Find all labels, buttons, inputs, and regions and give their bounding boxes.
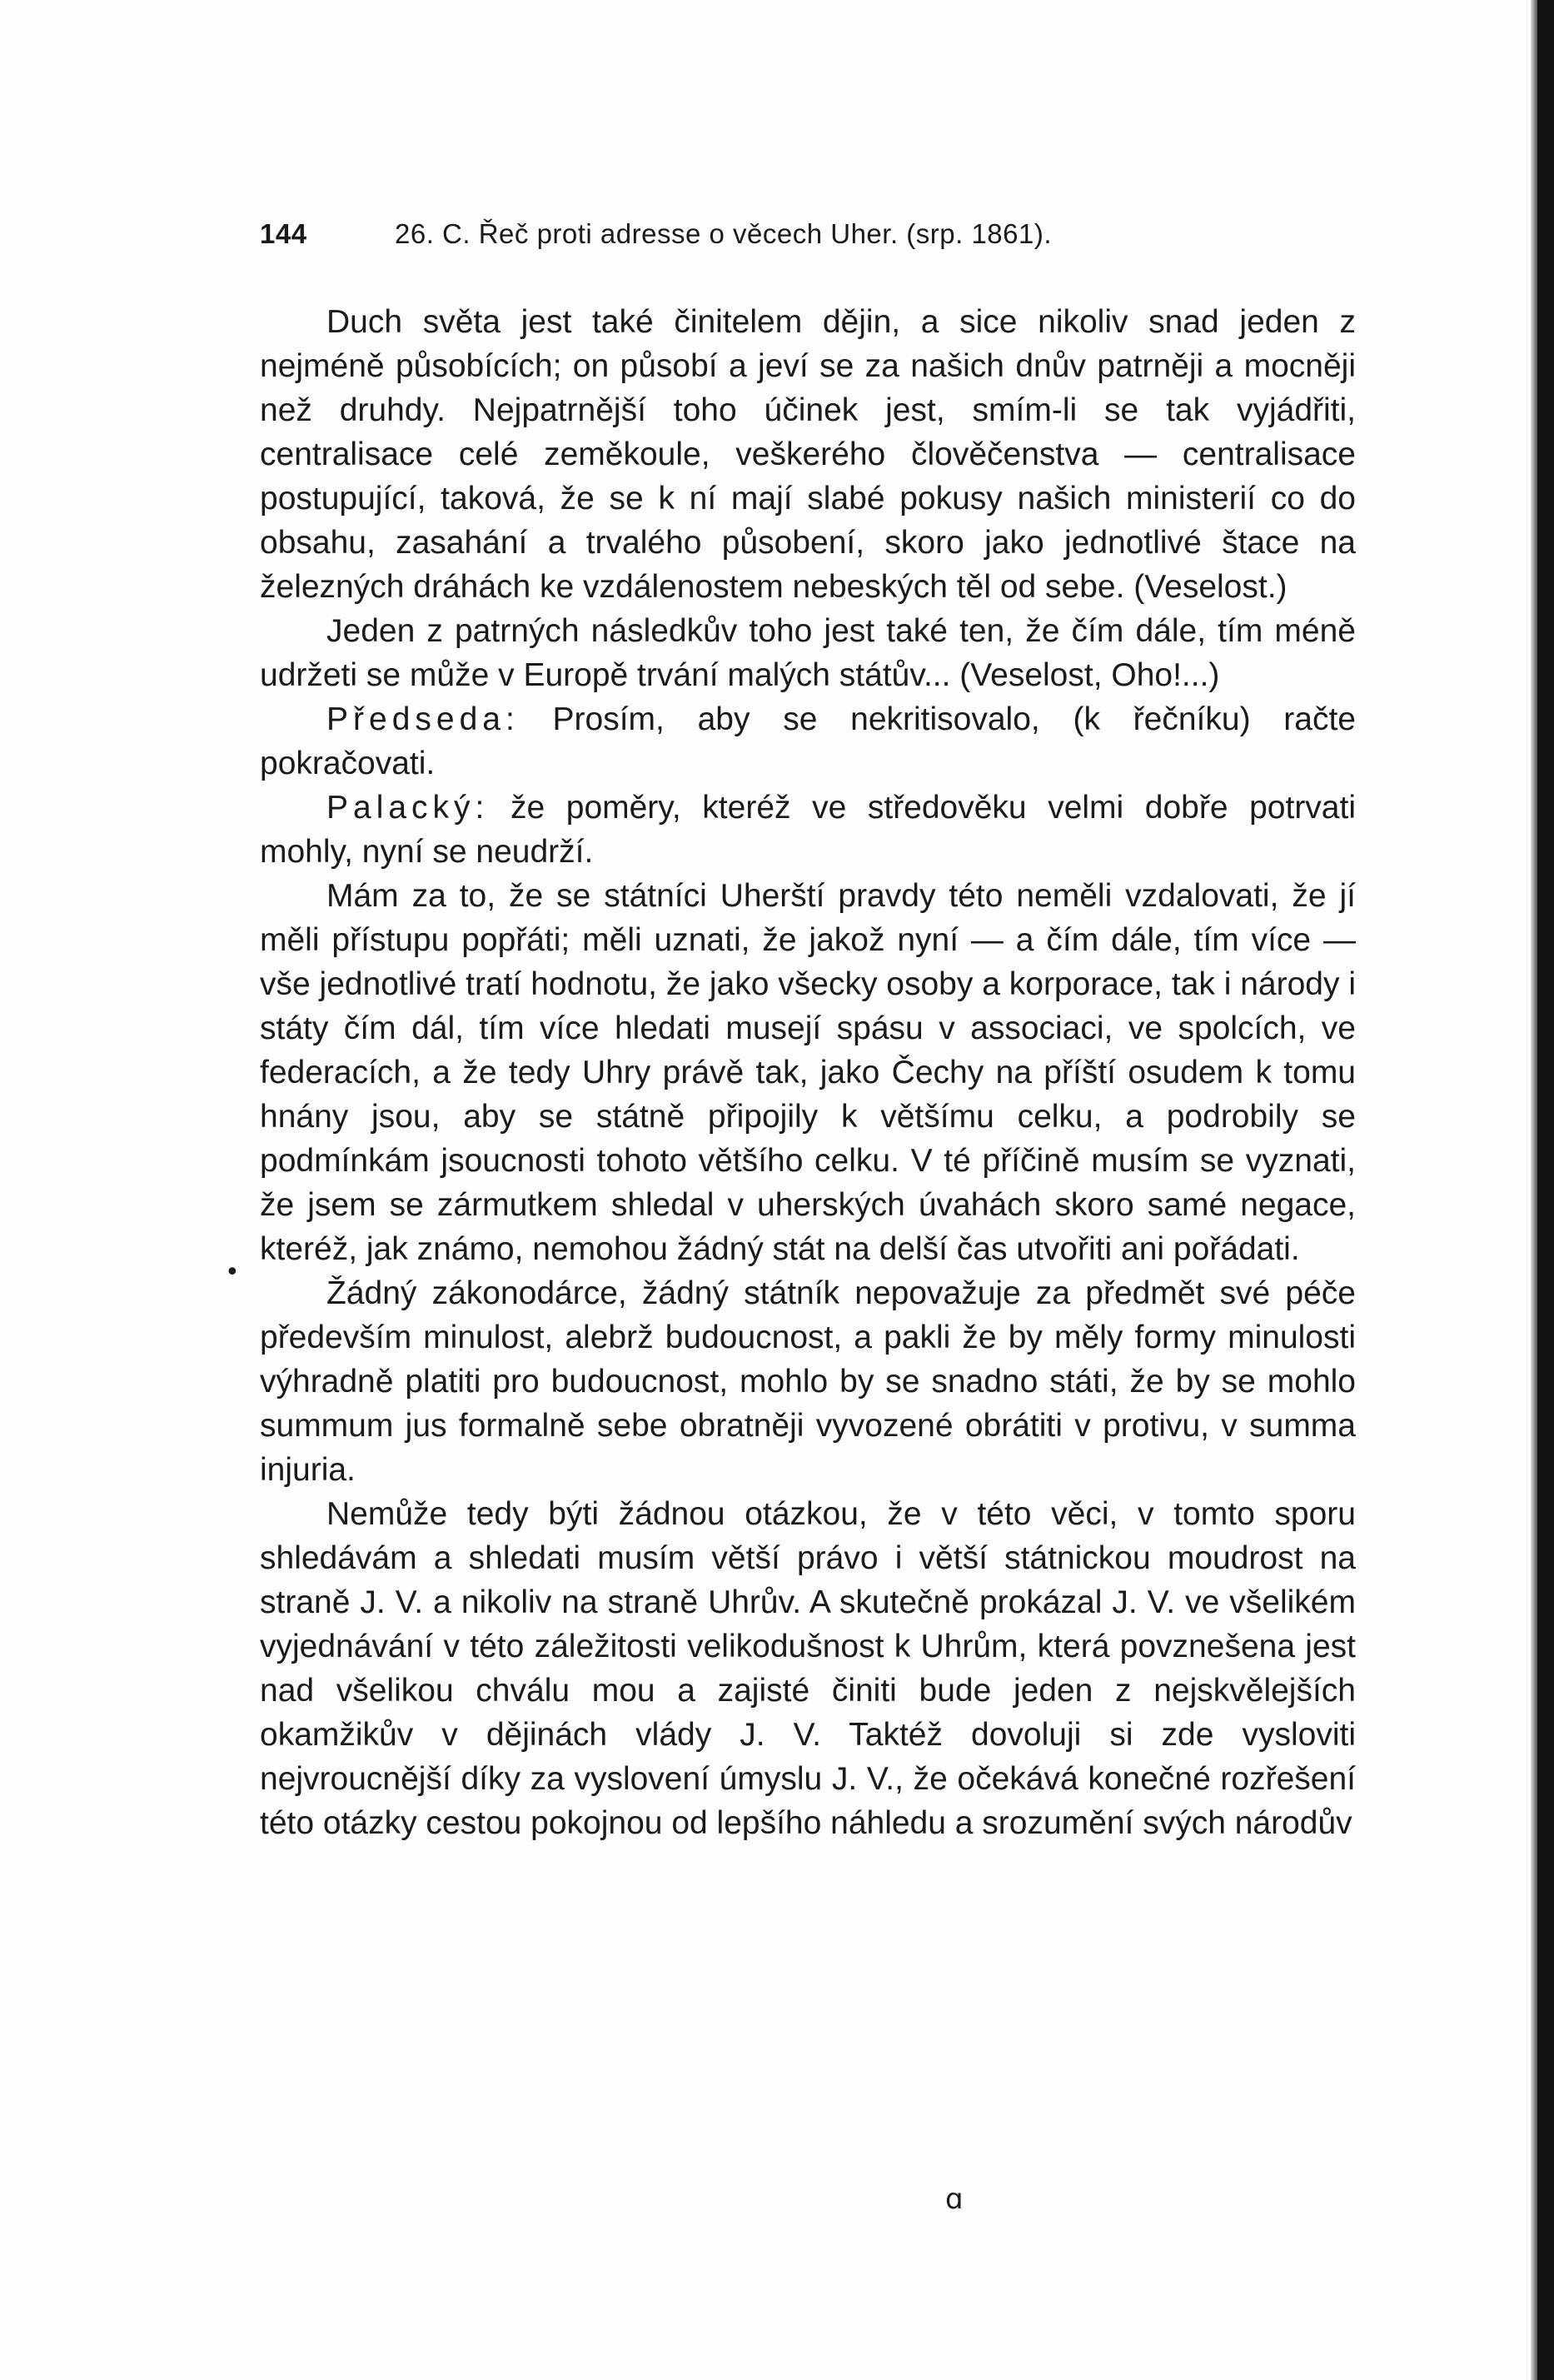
speaker-name: Předseda: xyxy=(326,701,520,737)
bottom-mark: ɑ xyxy=(945,2183,964,2216)
paragraph: Jeden z patrných následkův toho jest také ten, že čím dále, tím méně udržeti se může v Europě trvání malých státův... (Veselost, Oho!...) xyxy=(260,613,1356,693)
body-text xyxy=(260,300,1356,1845)
page-edge-border xyxy=(1537,0,1554,2380)
paragraph: Předseda: Prosím, aby se nekritisovalo, (k řečníku) račte pokračovati. xyxy=(260,701,1356,781)
paragraph: Nemůže tedy býti žádnou otázkou, že v této věci, v tomto sporu shledávám a shledati musím větší právo i větší státnickou moudrost na straně J. V. a nikoliv na straně Uhrův. A skutečně prokázal J. V. ve všelikém vyjednávání v této záležitosti velikodušnost k Uhrům, která povznešena jest nad všelikou chválu mou a zajisté činiti bude jeden z nejskvělejších okamžikův v dějinách vlády J. V. Taktéž dovoluji si zde vysloviti nejvroucnější díky za vyslovení úmyslu J. V., že očekává konečné rozřešení této otázky cestou pokojnou od lepšího náhledu a srozumění svých národův xyxy=(260,1496,1356,1841)
margin-mark: • xyxy=(225,1258,240,1287)
page-number: 144 xyxy=(260,218,307,249)
page-header xyxy=(260,218,1359,260)
paragraph: Žádný zákonodárce, žádný státník nepovažuje za předmět své péče především minulost, alebrž budoucnost, a pakli že by měly formy minulosti výhradně platiti pro budoucnost, mohlo by se snadno státi, že by se mohlo summum jus formalně sebe obratněji vyvozené obrátiti v protivu, v summa injuria. xyxy=(260,1275,1356,1488)
paragraph: Duch světa jest také činitelem dějin, a sice nikoliv snad jeden z nejméně působících; on působí a jeví se za našich dnův patrněji a mocněji než druhdy. Nejpatrnější toho účinek jest, smím-li se tak vyjádřiti, centralisace celé zeměkoule, veškerého člověčenstva — centralisace postupující, taková, že se k ní mají slabé pokusy našich ministerií co do obsahu, zasahání a trvalého působení, skoro jako jednotlivé štace na železných dráhách ke vzdálenostem nebeských těl od sebe. (Veselost.) xyxy=(260,304,1356,605)
paragraph: Palacký: že poměry, kteréž ve středověku velmi dobře potrvati mohly, nyní se neudrží. xyxy=(260,790,1356,870)
paragraph: Mám za to, že se státníci Uherští pravdy této neměli vzdalovati, že jí měli přístupu popřáti; měli uznati, že jakož nyní — a čím dále, tím více — vše jednotlivé tratí hodnotu, že jako všecky osoby a korporace, tak i národy i státy čím dál, tím více hledati musejí spásu v associaci, ve spolcích, ve federacích, a že tedy Uhry právě tak, jako Čechy na příští osudem k tomu hnány jsou, aby se státně připojily k většímu celku, a podrobily se podmínkám jsoucnosti tohoto většího celku. V té příčině musím se vyznati, že jsem se zármutkem shledal v uherských úvahách skoro samé negace, kteréž, jak známo, nemohou žádný stát na delší čas utvořiti ani pořádati. xyxy=(260,878,1356,1267)
page-edge-shadow xyxy=(1531,0,1537,2380)
running-head: 26. C. Řeč proti adresse o věcech Uher. (srp. 1861). xyxy=(395,218,1053,249)
speaker-name: Palacký: xyxy=(326,790,490,826)
